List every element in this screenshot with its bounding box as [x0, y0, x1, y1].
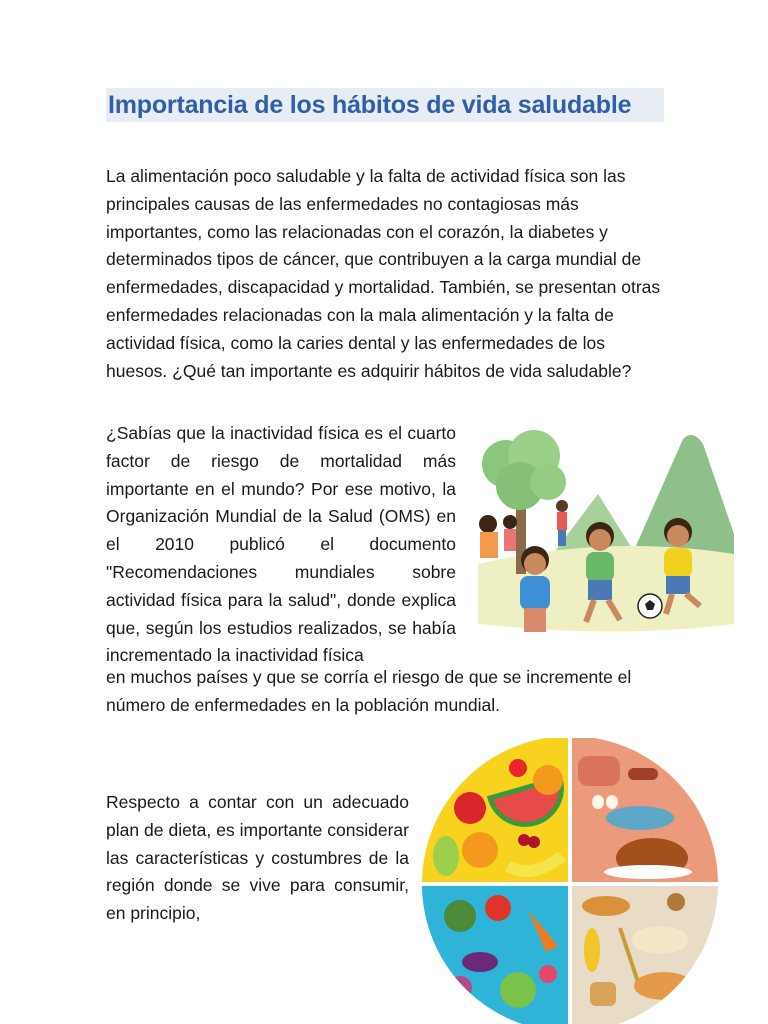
acorn-icon: [667, 893, 685, 911]
kid-body: [504, 529, 516, 551]
tomato-icon: [485, 895, 511, 921]
lettuce-icon: [500, 972, 536, 1008]
pear-icon: [433, 836, 459, 876]
broccoli-icon: [444, 900, 476, 932]
ham-icon: [578, 756, 620, 786]
radish-icon: [539, 965, 557, 983]
serving-plate: [604, 865, 692, 879]
kid-head: [479, 515, 497, 533]
kid-body: [520, 576, 550, 610]
strawberry-icon: [509, 759, 527, 777]
fish-icon: [606, 806, 674, 830]
bread-slice-icon: [590, 982, 616, 1006]
cherry-icon: [528, 836, 540, 848]
kid-head: [503, 515, 517, 529]
kid-legs: [524, 608, 546, 632]
bread-loaf-icon: [634, 972, 694, 1000]
kid-body: [664, 548, 692, 578]
kid-face: [524, 553, 546, 575]
corn-icon: [584, 928, 600, 972]
kid-face: [667, 525, 689, 547]
paragraph-diet-plan: Respecto a contar con un adecuado plan de dieta, es importante considerar las características y costumbres de la región donde se vive para consumir, en principio,: [106, 792, 409, 924]
kid-head: [556, 500, 568, 512]
sausage-icon: [628, 768, 658, 780]
paragraph-physical-inactivity: ¿Sabías que la inactividad física es el cuarto factor de riesgo de mortalidad más importante en el mundo? Por ese motivo, la Organización Mundial de la Salud (OMS) en el 2010 publicó el documento "Recomendaciones mundiales sobre actividad física para la salud", donde explica que, según los estudios realizados, se había incrementado la inactividad física: [106, 423, 456, 666]
kid-body: [557, 512, 567, 530]
eggplant-icon: [462, 952, 498, 972]
kid-body: [586, 552, 614, 582]
onion-icon: [448, 976, 472, 1000]
healthy-food-plate-illustration: [420, 738, 720, 1024]
kid-face: [589, 529, 611, 551]
children-playing-soccer-illustration: [478, 424, 734, 634]
croissant-icon: [582, 896, 630, 916]
orange-icon: [462, 832, 498, 868]
egg-icon: [606, 795, 618, 809]
tree-crown: [530, 464, 566, 500]
apple-icon: [454, 792, 486, 824]
egg-icon: [592, 795, 604, 809]
kid-legs: [588, 580, 612, 600]
bowl-icon: [632, 926, 688, 954]
cherry-icon: [518, 834, 530, 846]
paragraph-physical-inactivity-continued: en muchos países y que se corría el riesgo de que se incremente el número de enfermedades en la población mundial.: [106, 667, 632, 715]
page-title: Importancia de los hábitos de vida saludable: [106, 88, 664, 122]
kid-legs: [558, 530, 566, 546]
kid-body: [480, 532, 498, 558]
kid-legs: [666, 576, 690, 594]
orange-icon: [533, 765, 563, 795]
paragraph-intro: La alimentación poco saludable y la falta de actividad física son las principales causas de las enfermedades no contagiosas más importantes, como las relacionadas con el corazón, la diabetes y determinados tipos de cáncer, que contribuyen a la carga mundial de enfermedades, discapacidad y mortalidad. También, se presentan otras enfermedades relacionadas con la mala alimentación y la falta de actividad física, como la caries dental y las enfermedades de los huesos. ¿Qué tan importante es adquirir hábitos de vida saludable?: [106, 166, 661, 381]
